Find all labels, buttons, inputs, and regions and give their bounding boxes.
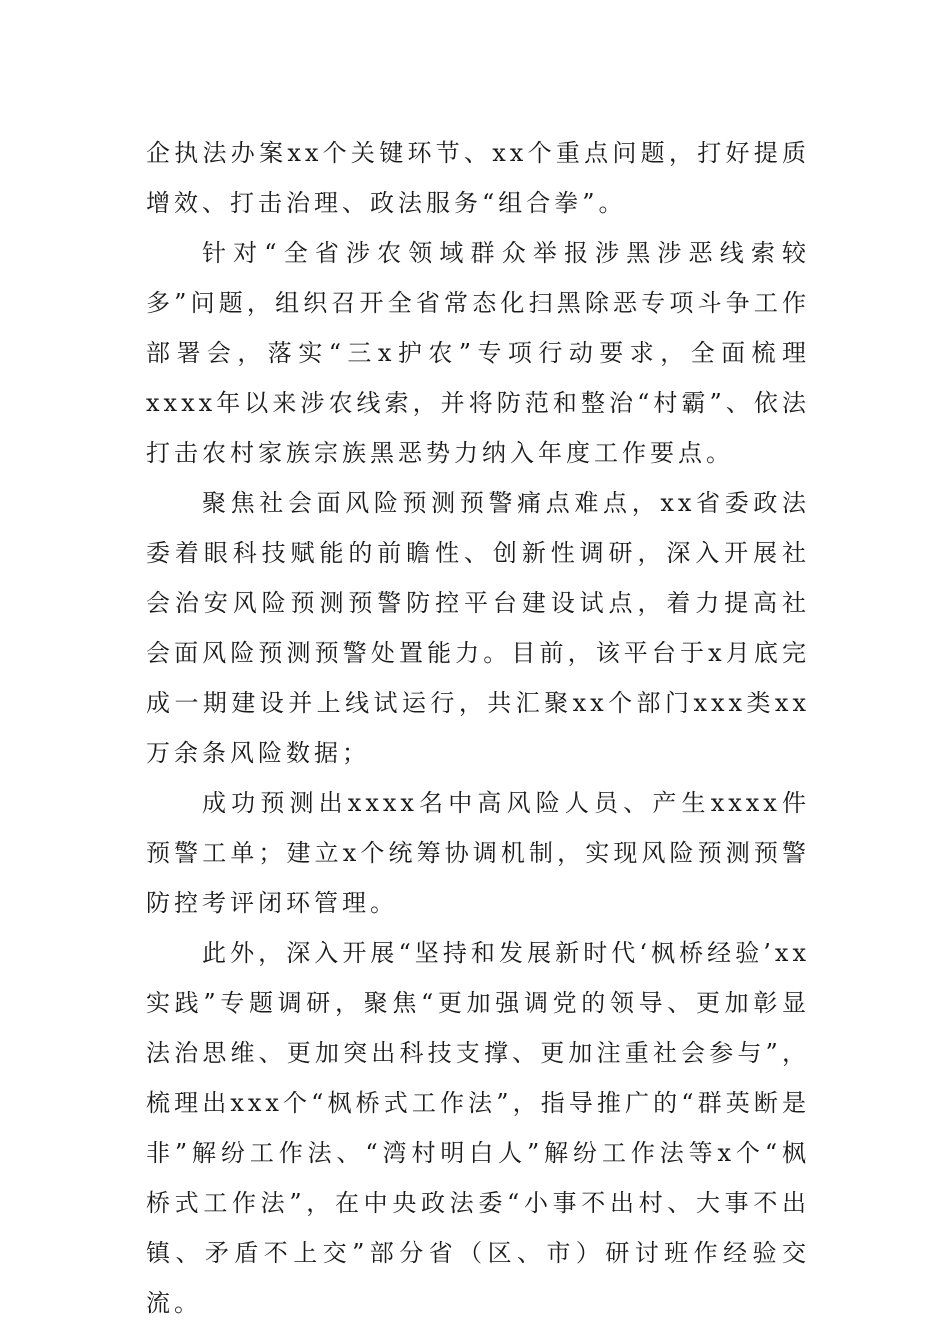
paragraph-prediction-results: 成功预测出xxxx名中高风险人员、产生xxxx件预警工单；建立x个统筹协调机制，实现风险预测预警防控考评闭环管理。: [146, 789, 810, 917]
document-body: [146, 128, 810, 1328]
paragraph-rural-crime: 针对“全省涉农领域群众举报涉黑涉恶线索较多”问题，组织召开全省常态化扫黑除恶专项斗争工作部署会，落实“三x护农”专项行动要求，全面梳理xxxx年以来涉农线索，并将防范和整治“村霸”、依法打击农村家族宗族黑恶势力纳入年度工作要点。: [146, 239, 810, 467]
paragraph-continuation: 企执法办案xx个关键环节、xx个重点问题，打好提质增效、打击治理、政法服务“组合拳”。: [146, 139, 810, 217]
paragraph-fengqiao-experience: 此外，深入开展“坚持和发展新时代‘枫桥经验’xx实践”专题调研，聚焦“更加强调党的领导、更加彰显法治思维、更加突出科技支撑、更加注重社会参与”，梳理出xxx个“枫桥式工作法”，指导推广的“群英断是非”解纷工作法、“湾村明白人”解纷工作法等x个“枫桥式工作法”，在中央政法委“小事不出村、大事不出镇、矛盾不上交”部分省（区、市）研讨班作经验交流。: [146, 939, 810, 1317]
paragraph-risk-platform: 聚焦社会面风险预测预警痛点难点，xx省委政法委着眼科技赋能的前瞻性、创新性调研，深入开展社会治安风险预测预警防控平台建设试点，着力提高社会面风险预测预警处置能力。目前，该平台于x月底完成一期建设并上线试运行，共汇聚xx个部门xxx类xx万余条风险数据；: [146, 489, 810, 767]
